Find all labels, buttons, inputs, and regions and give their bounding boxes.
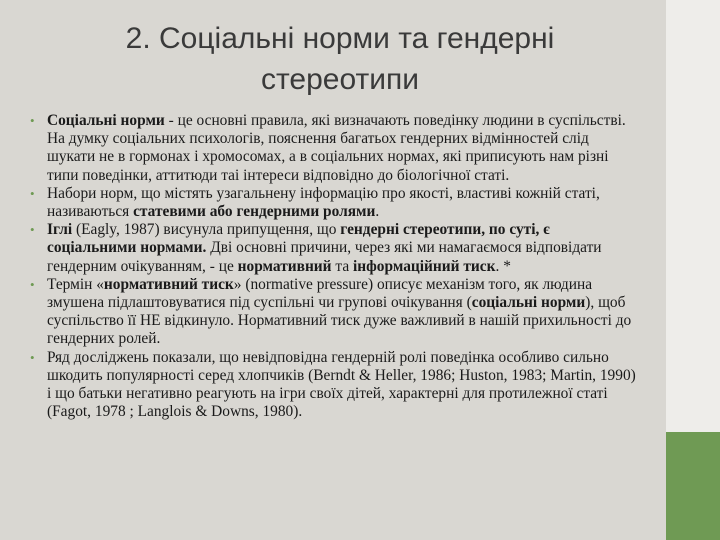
bullet-text: Ряд досліджень показали, що невідповідна гендерній ролі поведінка особливо сильно шкодить популярності серед хлопчиків (Berndt & Heller, 1986; Huston, 1983; Martin, 1990) і що батьки негативно реагують на ігри своїх дітей, характерні для протилежної статі (Fagot, 1978 ; Langlois & Downs, 1980). <box>47 348 636 421</box>
bullet-bold-text: соціальні норми <box>471 294 586 312</box>
bullet-text: . <box>375 203 380 221</box>
bullet-dot-icon: • <box>30 349 35 365</box>
bullet-item <box>30 185 640 221</box>
title-line-1: 2. Соціальні норми та гендерні <box>125 22 555 55</box>
title-line-2: стереотипи <box>261 63 419 96</box>
bullet-list <box>30 112 640 421</box>
bullet-bold-text: Соціальні норми <box>47 112 165 129</box>
bullet-item <box>30 349 640 422</box>
bullet-bold-text: Іглі <box>47 221 73 239</box>
bullet-bold-text: гендерні стереотипи, по суті, є соціальними нормами. <box>47 221 550 257</box>
bullet-text: Термін « <box>47 275 104 293</box>
bullet-dot-icon: • <box>30 276 35 292</box>
bullet-text: Набори норм, що містять узагальнену інформацію про якості, властиві кожній статі, називаються <box>47 184 600 221</box>
bullet-dot-icon: • <box>30 185 35 201</box>
accent-block <box>666 432 720 540</box>
bullet-text: . * <box>495 257 511 275</box>
bullet-item <box>30 221 640 276</box>
bullet-bold-text: інформаційний тиск <box>353 257 496 275</box>
bullet-bold-text: нормативний <box>237 257 332 275</box>
bullet-text: (Eagly, 1987) висунула припущення, що <box>72 221 341 239</box>
bullet-item <box>30 276 640 349</box>
bullet-bold-text: статевими або гендерними ролями <box>133 203 376 221</box>
bullet-bold-text: нормативний тиск <box>103 275 234 293</box>
bullet-text: » (normative pressure) описує механізм того, як людина змушена підлаштовуватися під суспільні чи групові очікування ( <box>47 275 593 312</box>
bullet-text: - це основні правила, які визначають поведінку людини в суспільстві. На думку соціальних психологів, пояснення багатьох гендерних відмінностей слід шукати не в гормонах і хромосомах, а в соціальних нормах, які приписують нам різні типи поведінки, аттитюди таі інтереси відповідно до біологічної статі. <box>47 112 626 184</box>
bullet-text: та <box>331 257 354 275</box>
bullet-text: Дві основні причини, через які ми намагаємося відповідати гендерним очікуванням, - це <box>47 239 602 275</box>
bullet-dot-icon: • <box>30 222 35 238</box>
slide-title <box>40 18 640 100</box>
bullet-text: ), щоб суспільство її НЕ відкинуло. Нормативний тиск дуже важливий в нашій прихильності до гендерних ролей. <box>47 294 632 348</box>
bullet-item <box>30 112 640 185</box>
bullet-dot-icon: • <box>30 113 35 128</box>
